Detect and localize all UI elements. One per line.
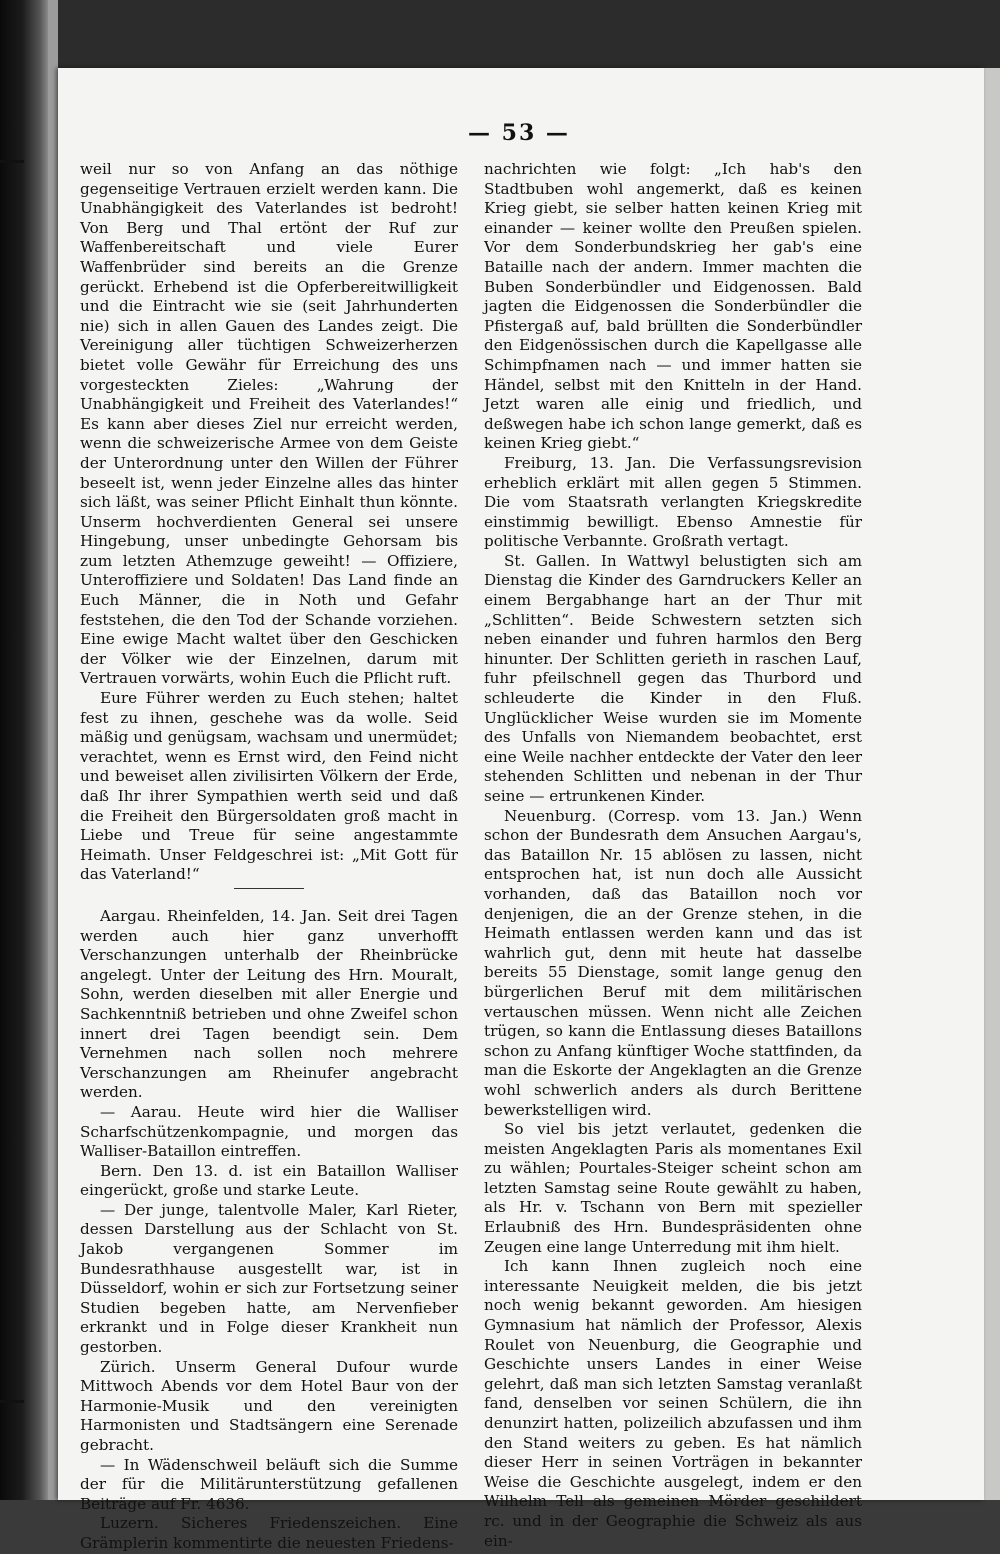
article-paragraph: nachrichten wie folgt: „Ich hab's den Stadtbuben wohl angemerkt, daß es keinen Krieg giebt, sie selber hatten keinen Krieg mit einander — keiner wollte den Preußen spielen. Vor dem Sonderbundskrieg her gab's eine Bataille nach der andern. Immer machten die Buben Sonderbündler und Eidgenossen. Bald jagten die Eidgenossen die Sonderbündler die Pfistergaß auf, bald brüllten die Sonderbündler den Eidgenössischen durch die Kapellgasse alle Schimpfnamen nach — und immer hatten sie Händel, selbst mit den Knitteln in der Hand. Jetzt waren alle einig und friedlich, und deßwegen habe ich schon lange gemerkt, daß es keinen Krieg giebt.“ xyxy=(484,160,862,453)
section-divider xyxy=(234,888,304,899)
news-item-rieter: — Der junge, talentvolle Maler, Karl Rieter, dessen Darstellung aus der Schlacht von St. Jakob vergangenen Sommer im Bundesrathhause ausgestellt war, ist in Düsseldorf, wohin er sich zur Fortsetzung seiner Studien begeben hatte, am Nervenfieber erkrankt und in Folge dieser Krankheit nun gestorben. xyxy=(80,1200,458,1357)
article-paragraph: Ich kann Ihnen zugleich noch eine interessante Neuigkeit melden, die bis jetzt noch wenig bekannt geworden. Am hiesigen Gymnasium hat nämlich der Professor, Alexis Roulet von Neuenburg, die Geographie und Geschichte unsers Landes in einer Weise gelehrt, daß man sich letzten Samstag veranlaßt fand, denselben vor seinen Schülern, die ihn denunzirt hatten, polizeilich abzufassen und ihm den Stand weiters zu geben. Es hat nämlich dieser Herr in seinen Vorträgen in bekannter Weise die Geschichte ausgelegt, indem er den Wilhelm Tell als gemeinen Mörder geschildert rc. und in der Geographie die Schweiz als aus ein- xyxy=(484,1257,862,1550)
news-item-bern: Bern. Den 13. d. ist ein Bataillon Walliser eingerückt, große und starke Leute. xyxy=(80,1161,458,1200)
article-paragraph: So viel bis jetzt verlautet, gedenken die meisten Angeklagten Paris als momentanes Exil zu wählen; Pourtales-Steiger scheint schon am letzten Samstag seine Route gewählt zu haben, als Hr. v. Tschann von Bern mit spezieller Erlaubniß des Hrn. Bundespräsidenten ohne Zeugen eine lange Unterredung mit ihm hielt. xyxy=(484,1120,862,1256)
book-binding xyxy=(0,0,48,1500)
scan-background xyxy=(58,0,1000,68)
news-item-freiburg: Freiburg, 13. Jan. Die Verfassungsrevision erheblich erklärt mit allen gegen 5 Stimmen. Die vom Staatsrath verlangten Kriegskredite einstimmig bewilligt. Ebenso Amnestie für politische Verbannte. Großrath vertagt. xyxy=(484,453,862,551)
page-number: — 53 — xyxy=(468,120,570,146)
news-item-aargau: Aargau. Rheinfelden, 14. Jan. Seit drei Tagen werden auch hier ganz unverhofft Verschanzungen unterhalb der Rheinbrücke angelegt. Unter der Leitung des Hrn. Mouralt, Sohn, werden dieselben mit aller Energie und Sachkenntniß betrieben und ohne Zweifel schon innert drei Tagen beendigt sein. Dem Vernehmen nach sollen noch mehrere Verschanzungen am Rheinufer angebracht werden. xyxy=(80,906,458,1102)
page-edge xyxy=(984,68,1000,1500)
news-item-st-gallen: St. Gallen. In Wattwyl belustigten sich am Dienstag die Kinder des Garndruckers Keller an einem Bergabhange hart an der Thur mit „Schlitten“. Beide Schwestern setzten sich neben einander und fuhren harmlos den Berg hinunter. Der Schlitten gerieth in raschen Lauf, fuhr pfeilschnell gegen das Thurbord und schleuderte die Kinder in den Fluß. Unglücklicher Weise wurden sie im Momente des Unfalls von Niemandem beobachtet, erst eine Weile nachher entdeckte der Vater den leer stehenden Schlitten und nebenan in der Thur seine — ertrunkenen Kinder. xyxy=(484,551,862,805)
news-item-zuerich: Zürich. Unserm General Dufour wurde Mittwoch Abends vor dem Hotel Baur von der Harmonie-Musik und den vereinigten Harmonisten und Stadtsängern eine Serenade gebracht. xyxy=(80,1357,458,1454)
binding-stitch xyxy=(0,1400,24,1403)
binding-stitch xyxy=(0,160,24,163)
news-item-waedenschweil: — In Wädenschweil beläuft sich die Summe der für die Militärunterstützung gefallenen Beiträge auf Fr. 4636. xyxy=(80,1455,458,1513)
article-paragraph: weil nur so von Anfang an das nöthige gegenseitige Vertrauen erzielt werden kann. Die Unabhängigkeit des Vaterlandes ist bedroht! Von Berg und Thal ertönt der Ruf zur Waffenbereitschaft und viele Eurer Waffenbrüder sind bereits an die Grenze gerückt. Erhebend ist die Opferbereitwilligkeit und die Eintracht wie sie (seit Jahrhunderten nie) sich in allen Gauen des Landes zeigt. Die Vereinigung aller tüchtigen Schweizerherzen bietet volle Gewähr für Erreichung des uns vorgesteckten Zieles: „Wahrung der Unabhängigkeit und Freiheit des Vaterlandes!“ Es kann aber dieses Ziel nur erreicht werden, wenn die schweizerische Armee von dem Geiste der Unterordnung unter den Willen der Führer beseelt ist, wenn jeder Einzelne alles das hinter sich läßt, was seiner Pflicht Einhalt thun könnte. Unserm hochverdienten General sei unsere Hingebung, unser unbedingte Gehorsam bis zum letzten Athemzuge geweiht! — Offiziere, Unteroffiziere und Soldaten! Das Land finde an Euch Männer, die in Noth und Gefahr feststehen, die den Tod der Schande vorziehen. Eine ewige Macht waltet über den Geschicken der Völker wie der Einzelnen, darum mit Vertrauen vorwärts, wohin Euch die Pflicht ruft. xyxy=(80,160,458,688)
article-paragraph: Eure Führer werden zu Euch stehen; haltet fest zu ihnen, geschehe was da wolle. Seid mäßig und genügsam, wachsam und unermüdet; verachtet, wenn es Ernst wird, den Feind nicht und beweiset allen zivilisirten Völkern der Erde, daß Ihr ihrer Sympathien werth seid und daß die Freiheit den Bürgersoldaten groß macht in Liebe und Treue für seine angestammte Heimath. Unser Feldgeschrei ist: „Mit Gott für das Vaterland!“ xyxy=(80,689,458,884)
news-item-luzern: Luzern. Sicheres Friedenszeichen. Eine Grämplerin kommentirte die neuesten Friedens- xyxy=(80,1514,458,1552)
news-item-aarau: — Aarau. Heute wird hier die Walliser Scharfschützenkompagnie, und morgen das Walliser-Bataillon eintreffen. xyxy=(80,1102,458,1161)
left-column xyxy=(80,160,458,1554)
newspaper-page xyxy=(58,68,984,1552)
right-column xyxy=(484,160,862,1551)
news-item-neuenburg: Neuenburg. (Corresp. vom 13. Jan.) Wenn schon der Bundesrath dem Ansuchen Aargau's, das Bataillon Nr. 15 ablösen zu lassen, nicht entsprochen hat, ist nun doch alle Aussicht vorhanden, daß das Bataillon noch vor denjenigen, die an der Grenze stehen, in die Heimath entlassen werden kann und das ist wahrlich gut, denn mit heute hat dasselbe bereits 55 Dienstage, somit lange genug den bürgerlichen Beruf mit dem militärischen vertauschen müssen. Wenn nicht alle Zeichen trügen, so kann die Entlassung dieses Bataillons schon zu Anfang künftiger Woche stattfinden, da man die Eskorte der Angeklagten an die Grenze wohl schwerlich anders als durch Berittene bewerkstelligen wird. xyxy=(484,806,862,1119)
